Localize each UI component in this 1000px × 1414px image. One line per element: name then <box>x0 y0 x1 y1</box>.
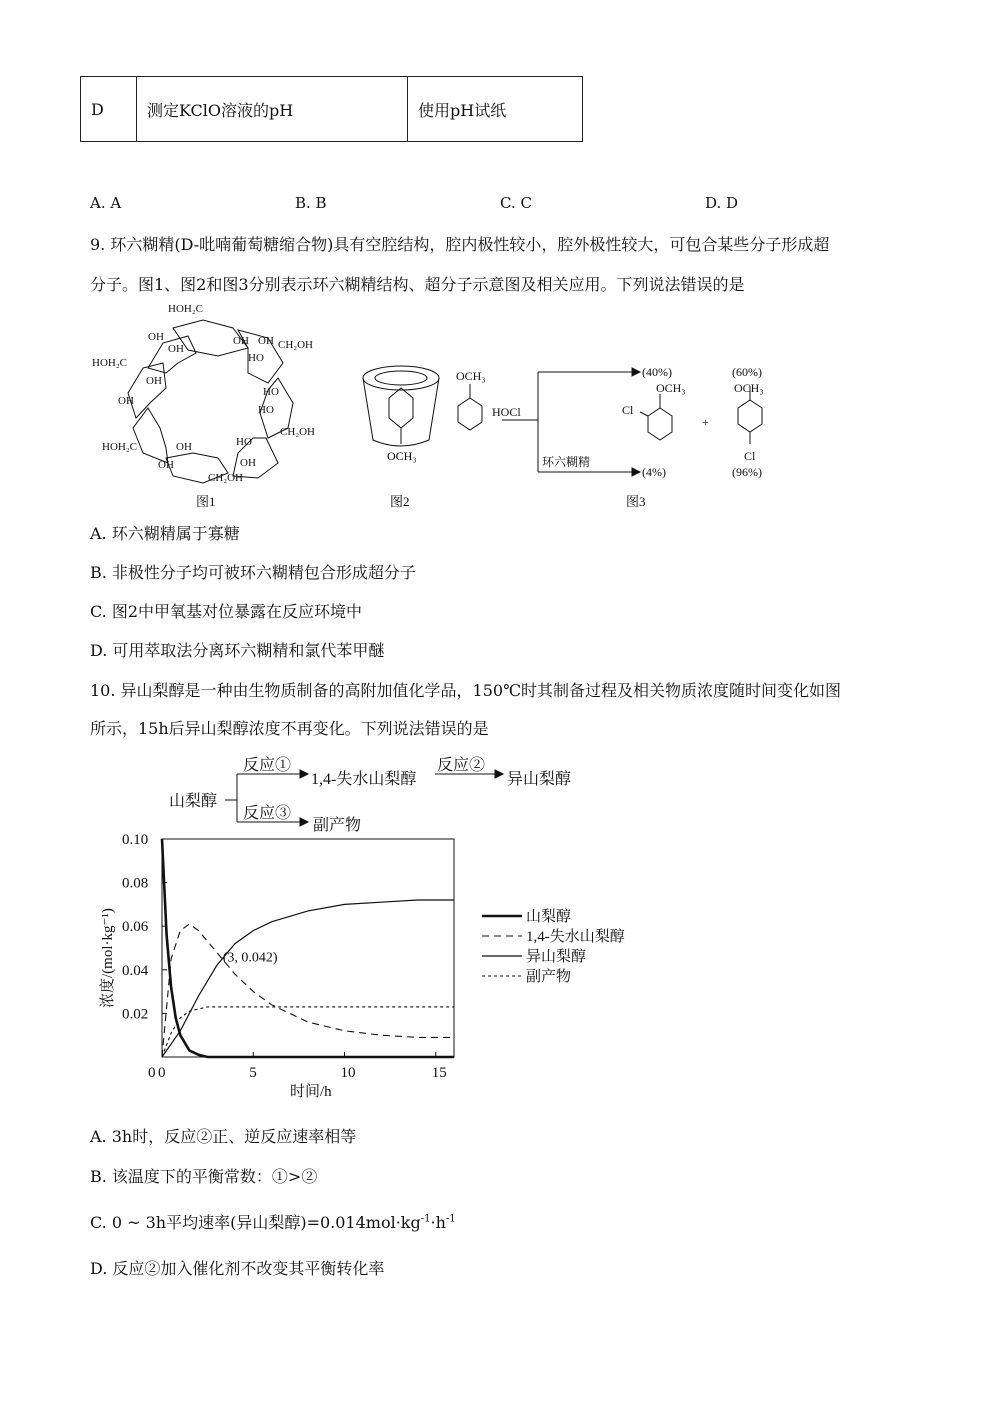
y-tick-label: 0.08 <box>122 875 149 892</box>
q10-option-c-mid: ·h <box>430 1213 446 1232</box>
series-line-3 <box>162 900 454 1057</box>
table-row <box>81 77 583 142</box>
x-tick-label: 15 <box>431 1065 447 1081</box>
chart-ylabel: 浓度/(mol·kg⁻¹) <box>100 908 116 1008</box>
fig3-plus: + <box>702 415 709 429</box>
fig3-reactant-group: OCH₃ <box>456 369 486 383</box>
legend-label: 副产物 <box>526 969 572 985</box>
figure1-cyclodextrin <box>88 298 338 513</box>
q10-option-c-sup1: -1 <box>420 1213 431 1225</box>
q9-option-d: D. 可用萃取法分离环六糊精和氯代苯甲醚 <box>90 641 385 660</box>
y-tick-label: 0.02 <box>122 1006 149 1023</box>
fig2-group: OCH₃ <box>387 449 417 463</box>
arrow-head <box>300 770 308 778</box>
fig3-catalyst: 环六糊精 <box>542 455 591 469</box>
table-cell: D <box>81 77 137 142</box>
fig3-ortho-cl: Cl <box>622 403 634 417</box>
y-tick-label: 0.06 <box>122 919 149 936</box>
q8-option-d: D. D <box>705 194 739 212</box>
origin-label: 0 <box>148 1065 156 1081</box>
fig1-label: CH₂OH <box>208 472 244 484</box>
q9-option-a: A. 环六糊精属于寡糖 <box>90 524 240 543</box>
fig3-ortho-group: OCH₃ <box>656 381 686 395</box>
fig1-label: HO <box>248 352 264 364</box>
table-cell: 测定KClO溶液的pH <box>137 77 408 142</box>
fig1-label: OH <box>158 459 174 471</box>
q10-option-c-sup2: -1 <box>445 1213 456 1225</box>
q9-stem-line2: 分子。图1、图2和图3分别表示环六糊精结构、超分子示意图及相关应用。下列说法错误的是 <box>90 275 745 294</box>
fig1-label: CH₂OH <box>280 426 316 438</box>
series-line-2 <box>162 924 454 1057</box>
x-tick-label: 0 <box>158 1065 166 1081</box>
fig1-label: OH <box>148 331 164 343</box>
q9-stem-line1: 9. 环六糊精(D-吡喃葡萄糖缩合物)具有空腔结构，腔内极性较小，腔外极性较大，可包合某些分子形成超 <box>90 235 830 254</box>
q10-option-d: D. 反应②加入催化剂不改变其平衡转化率 <box>90 1259 385 1278</box>
y-tick-label: 0.10 <box>122 832 149 848</box>
legend-label: 山梨醇 <box>526 909 572 925</box>
cavity-inner-rim <box>375 371 427 385</box>
scheme-p3: 副产物 <box>313 817 362 834</box>
legend-label: 异山梨醇 <box>526 949 587 965</box>
arrow-head <box>300 818 308 826</box>
fig1-label: OH <box>233 335 249 347</box>
fig1-caption: 图1 <box>196 494 216 509</box>
ortho-ring <box>648 408 672 440</box>
q10-stem-line1: 10. 异山梨醇是一种由生物质制备的高附加值化学品，150℃时其制备过程及相关物质浓度随时间变化如图 <box>90 681 841 700</box>
scheme-start: 山梨醇 <box>169 793 218 810</box>
q8-option-b: B. B <box>295 194 327 212</box>
q10-option-c-text: C. 0 ~ 3h平均速率(异山梨醇)=0.014mol·kg <box>90 1213 421 1232</box>
fig1-label: HO <box>258 404 274 416</box>
arrow-head <box>495 770 503 778</box>
y-tick-label: 0.04 <box>122 962 149 979</box>
q9-option-b: B. 非极性分子均可被环六糊精包合形成超分子 <box>90 563 416 582</box>
fig3-reagent: HOCl <box>492 405 521 419</box>
q8-option-a: A. A <box>90 194 122 212</box>
fig1-label: OH <box>118 395 134 407</box>
q8-option-c: C. C <box>500 194 532 212</box>
series-line-1 <box>162 839 454 1057</box>
q10-option-a: A. 3h时，反应②正、逆反应速率相等 <box>90 1127 357 1146</box>
fig3-para-yield-bottom: (96%) <box>732 465 762 479</box>
fig3-caption: 图3 <box>626 494 646 509</box>
concentration-chart <box>90 826 650 1106</box>
para-ring <box>738 400 762 432</box>
table-cell: 使用pH试纸 <box>408 77 583 142</box>
reagent-table <box>80 76 583 142</box>
scheme-p2: 异山梨醇 <box>507 771 572 788</box>
fig3-para-group: OCH₃ <box>734 381 764 395</box>
fig1-label: HOH₂C <box>168 303 204 315</box>
fig1-label: OH <box>176 441 192 453</box>
fig2-caption: 图2 <box>390 494 410 509</box>
fig1-label: HO <box>263 386 279 398</box>
chart-xlabel: 时间/h <box>290 1084 332 1100</box>
scheme-r1: 反应① <box>243 757 292 774</box>
scheme-r3: 反应③ <box>243 805 292 822</box>
x-tick-label: 10 <box>340 1065 356 1081</box>
fig1-label: HOH₂C <box>102 441 138 453</box>
series-line-4 <box>162 1007 454 1057</box>
q10-option-b: B. 该温度下的平衡常数：①>② <box>90 1167 318 1186</box>
anisole-ring <box>458 398 482 430</box>
fig1-label: HO <box>236 436 252 448</box>
fig1-label: OH <box>146 375 162 387</box>
fig3-ortho-yield-top: (40%) <box>642 365 672 379</box>
benzene-ring <box>389 388 413 428</box>
scheme-r2: 反应② <box>437 757 486 774</box>
x-tick-label: 5 <box>249 1065 257 1081</box>
figure2-supramolecule <box>355 360 450 515</box>
fig3-para-cl: Cl <box>744 449 756 463</box>
arrow-head <box>632 468 640 476</box>
fig1-label: CH₂OH <box>278 339 314 351</box>
scheme-p1: 1,4-失水山梨醇 <box>311 771 417 788</box>
fig3-para-yield-top: (60%) <box>732 365 762 379</box>
q10-stem-line2: 所示，15h后异山梨醇浓度不再变化。下列说法错误的是 <box>90 719 489 738</box>
arrow-head <box>632 368 640 376</box>
fig1-label: HOH₂C <box>92 357 128 369</box>
fig1-label: OH <box>258 335 274 347</box>
fig1-label: OH <box>168 343 184 355</box>
fig1-label: OH <box>240 457 256 469</box>
cavity-top-rim <box>363 366 439 390</box>
q9-option-c: C. 图2中甲氧基对位暴露在反应环境中 <box>90 602 363 621</box>
fig3-ortho-yield-bottom: (4%) <box>642 465 666 479</box>
figure3-reaction <box>450 360 795 515</box>
plot-frame <box>162 839 454 1057</box>
q10-option-c <box>90 1210 456 1233</box>
legend-label: 1,4-失水山梨醇 <box>526 929 625 945</box>
q10-reaction-scheme <box>165 752 585 834</box>
chart-annotation: (3, 0.042) <box>222 950 278 966</box>
